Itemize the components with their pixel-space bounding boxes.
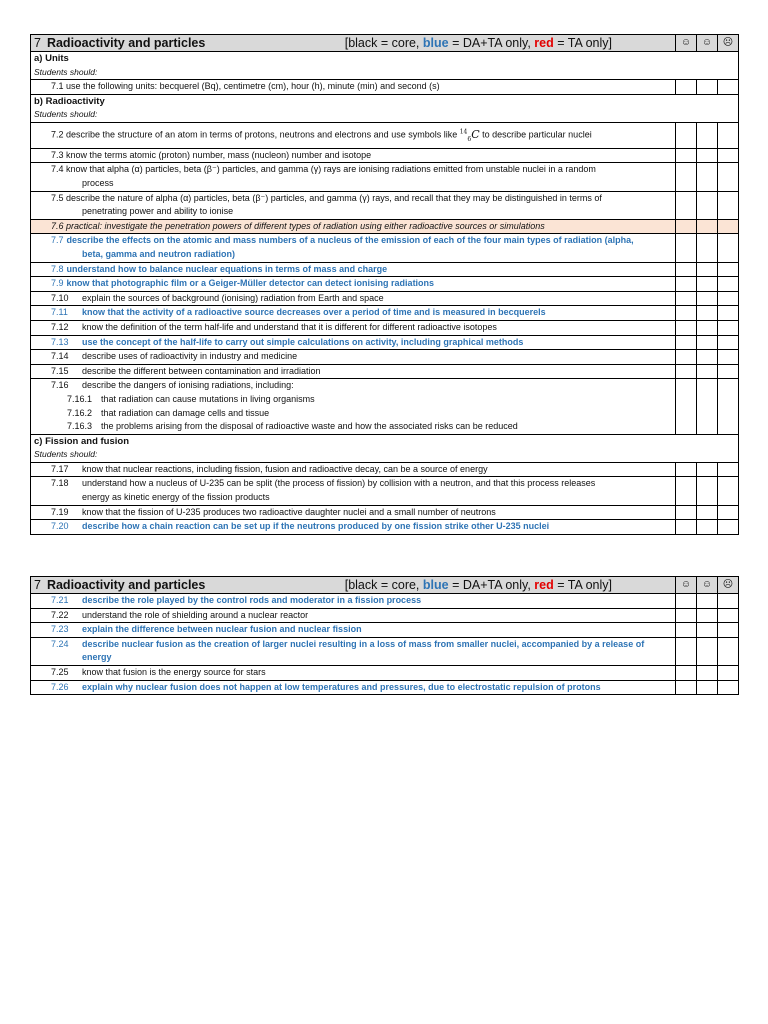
table-row	[31, 148, 739, 163]
checkbox-neutral[interactable]	[697, 80, 718, 95]
checkbox-sad[interactable]	[718, 462, 739, 477]
checkbox-happy[interactable]	[676, 277, 697, 292]
statement-7-4-line1: 7.4 know that alpha (α) particles, beta (β⁻) particles, and gamma (γ) rays are ionising radiations emitted from unstable nuclei in a random	[51, 164, 596, 175]
checkbox-happy[interactable]	[676, 122, 697, 148]
item-number: 7.7	[51, 235, 64, 246]
table-header	[31, 577, 739, 594]
key-blue: blue	[422, 36, 449, 50]
symbol-atomic-number: 6	[467, 135, 472, 143]
key-close: = TA only]	[553, 578, 612, 592]
checkbox-sad[interactable]	[718, 350, 739, 365]
checkbox-happy[interactable]	[676, 80, 697, 95]
table-row	[31, 637, 739, 665]
smiley-happy-icon: ☺	[676, 577, 697, 594]
checkbox-neutral[interactable]	[697, 520, 718, 535]
item-number: 7.22	[51, 609, 69, 620]
checkbox-sad[interactable]	[718, 637, 739, 665]
students-should-label: Students should:	[31, 448, 739, 462]
checkbox-sad[interactable]	[718, 122, 739, 148]
key-red: red	[534, 578, 554, 592]
statement-7-11	[31, 306, 676, 321]
statement-7-3: 7.3 know the terms atomic (proton) number, mass (nucleon) number and isotope	[31, 148, 676, 163]
statement-text: know the definition of the term half-life and understand that it is different for different radioactive isotopes	[82, 321, 497, 332]
table-row	[31, 277, 739, 292]
checkbox-neutral[interactable]	[697, 148, 718, 163]
section-fission-fusion-heading: c) Fission and fusion	[31, 434, 739, 448]
statement-7-1: 7.1 use the following units: becquerel (Bq), centimetre (cm), hour (h), minute (min) and second (s)	[31, 80, 676, 95]
item-number: 7.23	[51, 624, 69, 635]
topic-title: Radioactivity and particles	[46, 36, 206, 50]
header-title-cell	[31, 577, 676, 594]
item-number: 7.26	[51, 681, 69, 692]
table-row	[31, 320, 739, 335]
statement-text: understand the role of shielding around a nuclear reactor	[82, 609, 309, 620]
table-row	[31, 234, 739, 262]
checkbox-happy[interactable]	[676, 262, 697, 277]
checkbox-neutral[interactable]	[697, 191, 718, 219]
item-number: 7.10	[51, 292, 69, 303]
statement-7-17	[31, 462, 676, 477]
key-core: [black = core,	[344, 578, 423, 592]
key-mid: = DA+TA only,	[448, 36, 535, 50]
checkbox-sad[interactable]	[718, 262, 739, 277]
checkbox-neutral[interactable]	[697, 320, 718, 335]
item-number: 7.11	[51, 307, 68, 318]
checkbox-happy[interactable]	[676, 462, 697, 477]
checkbox-happy[interactable]	[676, 520, 697, 535]
table-row	[31, 191, 739, 219]
checkbox-neutral[interactable]	[697, 219, 718, 234]
statement-text: describe how a chain reaction can be set up if the neutrons produced by one fission strike other U-235 nuclei	[82, 521, 550, 532]
statement-text: use the concept of the half-life to carry out simple calculations on activity, including graphical methods	[82, 336, 524, 347]
statement-7-25	[31, 665, 676, 680]
statement-7-5-line1: 7.5 describe the nature of alpha (α) particles, beta (β⁻) particles, and gamma (γ) rays, and recall that they may be distinguished in terms of	[51, 192, 602, 203]
statement-7-21	[31, 594, 676, 609]
smiley-neutral-icon: ☺	[697, 577, 718, 594]
checkbox-happy[interactable]	[676, 379, 697, 434]
table-row	[31, 608, 739, 623]
statement-7-4	[31, 163, 676, 191]
checkbox-happy[interactable]	[676, 608, 697, 623]
statement-7-6-practical: 7.6 practical: investigate the penetration powers of different types of radiation using either radioactive sources or simulations	[31, 219, 676, 234]
students-should-label: Students should:	[31, 66, 739, 80]
key-blue: blue	[422, 578, 449, 592]
checkbox-sad[interactable]	[718, 219, 739, 234]
checklist-table-2	[30, 576, 739, 695]
item-number: 7.12	[51, 321, 69, 332]
item-number: 7.14	[51, 351, 69, 362]
statement-7-2	[31, 122, 676, 148]
statement-text: know that the fission of U-235 produces two radioactive daughter nuclei and a small number of neutrons	[82, 506, 496, 517]
checkbox-neutral[interactable]	[697, 262, 718, 277]
statement-text: know that nuclear reactions, including fission, fusion and radioactive decay, can be a source of energy	[82, 463, 488, 474]
smiley-neutral-icon: ☺	[697, 35, 718, 52]
table-row-practical	[31, 219, 739, 234]
statement-text: explain the difference between nuclear fusion and nuclear fission	[82, 624, 362, 635]
checkbox-happy[interactable]	[676, 665, 697, 680]
key-close: = TA only]	[553, 36, 612, 50]
item-number: 7.16	[51, 380, 69, 391]
statement-text: describe the role played by the control rods and moderator in a fission process	[82, 595, 422, 605]
key-core: [black = core,	[344, 36, 423, 50]
checkbox-happy[interactable]	[676, 350, 697, 365]
statement-7-7-line2: beta, gamma and neutron radiation)	[82, 248, 236, 259]
checkbox-sad[interactable]	[718, 306, 739, 321]
section-heading	[31, 94, 739, 108]
checkbox-neutral[interactable]	[697, 306, 718, 321]
statement-7-16-2: that radiation can damage cells and tissue	[101, 407, 270, 418]
section-subheading	[31, 108, 739, 122]
checklist-table-1	[30, 34, 739, 535]
checkbox-happy[interactable]	[676, 191, 697, 219]
checkbox-happy[interactable]	[676, 219, 697, 234]
item-number: 7.15	[51, 365, 69, 376]
item-number: 7.25	[51, 666, 69, 677]
item-number: 7.19	[51, 506, 69, 517]
checkbox-sad[interactable]	[718, 665, 739, 680]
statement-7-8	[31, 262, 676, 277]
statement-7-5	[31, 191, 676, 219]
key-red: red	[534, 36, 554, 50]
topic-title: Radioactivity and particles	[46, 578, 206, 592]
table-row	[31, 520, 739, 535]
header-title-cell	[31, 35, 676, 52]
checkbox-neutral[interactable]	[697, 665, 718, 680]
checkbox-happy[interactable]	[676, 364, 697, 379]
item-number: 7.13	[51, 336, 69, 347]
statement-7-13	[31, 335, 676, 350]
item-number: 7.16.3	[67, 421, 93, 432]
carbon-14-symbol	[460, 128, 480, 141]
checkbox-sad[interactable]	[718, 148, 739, 163]
checkbox-neutral[interactable]	[697, 163, 718, 191]
checkbox-neutral[interactable]	[697, 623, 718, 638]
checkbox-happy[interactable]	[676, 680, 697, 695]
colour-key	[345, 577, 612, 593]
checkbox-neutral[interactable]	[697, 379, 718, 434]
statement-text: know that the activity of a radioactive source decreases over a period of time and is measured in becquerels	[82, 307, 546, 318]
statement-7-16-3: the problems arising from the disposal of radioactive waste and how the associated risks can be reduced	[101, 421, 518, 432]
checkbox-happy[interactable]	[676, 148, 697, 163]
topic-number: 7	[34, 578, 41, 592]
table-row	[31, 665, 739, 680]
item-number: 7.16.1	[67, 393, 93, 404]
checkbox-neutral[interactable]	[697, 122, 718, 148]
checkbox-sad[interactable]	[718, 477, 739, 505]
checkbox-happy[interactable]	[676, 637, 697, 665]
smiley-happy-icon: ☺	[676, 35, 697, 52]
checkbox-sad[interactable]	[718, 623, 739, 638]
symbol-mass-number: 14	[459, 127, 468, 135]
table-row	[31, 306, 739, 321]
checkbox-sad[interactable]	[718, 594, 739, 609]
key-mid: = DA+TA only,	[448, 578, 535, 592]
checkbox-sad[interactable]	[718, 277, 739, 292]
table-row	[31, 350, 739, 365]
statement-text: know that photographic film or a Geiger-Müller detector can detect ionising radiations	[66, 278, 435, 289]
checkbox-happy[interactable]	[676, 594, 697, 609]
checkbox-sad[interactable]	[718, 680, 739, 695]
statement-7-15	[31, 364, 676, 379]
statement-7-9	[31, 277, 676, 292]
section-subheading	[31, 448, 739, 462]
checkbox-happy[interactable]	[676, 320, 697, 335]
statement-text: understand how to balance nuclear equations in terms of mass and charge	[66, 263, 388, 274]
table-header	[31, 35, 739, 52]
item-number: 7.20	[51, 521, 69, 532]
statement-text: describe the different between contamination and irradiation	[82, 365, 321, 376]
symbol-letter: C	[471, 127, 480, 141]
checkbox-sad[interactable]	[718, 320, 739, 335]
statement-7-19	[31, 505, 676, 520]
checkbox-neutral[interactable]	[697, 364, 718, 379]
statement-7-10	[31, 291, 676, 306]
colour-key	[345, 35, 612, 51]
checkbox-neutral[interactable]	[697, 637, 718, 665]
topic-number: 7	[34, 36, 41, 50]
table-row	[31, 335, 739, 350]
item-number: 7.8	[51, 263, 64, 274]
statement-7-20	[31, 520, 676, 535]
table-row	[31, 262, 739, 277]
table-row	[31, 364, 739, 379]
statement-7-24	[31, 637, 676, 665]
checkbox-neutral[interactable]	[697, 608, 718, 623]
checkbox-happy[interactable]	[676, 306, 697, 321]
statement-7-2-tail: to describe particular nuclei	[482, 129, 592, 140]
section-heading	[31, 434, 739, 448]
statement-7-5-line2: penetrating power and ability to ionise	[82, 206, 234, 217]
checkbox-sad[interactable]	[718, 364, 739, 379]
table-row	[31, 505, 739, 520]
checkbox-sad[interactable]	[718, 379, 739, 434]
section-radioactivity-heading: b) Radioactivity	[31, 94, 739, 108]
statement-7-7-line1: describe the effects on the atomic and mass numbers of a nucleus of the emission of each of the four main types of radiation (alpha,	[66, 235, 634, 246]
statement-7-4-line2: process	[82, 178, 114, 188]
table-row	[31, 122, 739, 148]
statement-7-16-1: that radiation can cause mutations in living organisms	[101, 393, 315, 404]
section-subheading	[31, 66, 739, 80]
item-number: 7.18	[51, 478, 69, 489]
table-row	[31, 623, 739, 638]
statement-text: explain why nuclear fusion does not happen at low temperatures and pressures, due to electrostatic repulsion of protons	[82, 681, 601, 692]
table-row	[31, 379, 739, 434]
checkbox-neutral[interactable]	[697, 680, 718, 695]
item-number: 7.16.2	[67, 407, 93, 418]
checkbox-sad[interactable]	[718, 80, 739, 95]
checkbox-sad[interactable]	[718, 520, 739, 535]
statement-text: describe uses of radioactivity in industry and medicine	[82, 351, 298, 362]
statement-7-24-line1: describe nuclear fusion as the creation of larger nuclei resulting in a loss of mass from smaller nuclei, accompanied by a release of	[82, 638, 645, 649]
checkbox-sad[interactable]	[718, 505, 739, 520]
checkbox-neutral[interactable]	[697, 594, 718, 609]
checkbox-neutral[interactable]	[697, 291, 718, 306]
checkbox-happy[interactable]	[676, 234, 697, 262]
checkbox-sad[interactable]	[718, 191, 739, 219]
checkbox-happy[interactable]	[676, 335, 697, 350]
table-row	[31, 163, 739, 191]
item-number: 7.9	[51, 278, 64, 289]
checkbox-neutral[interactable]	[697, 277, 718, 292]
checkbox-happy[interactable]	[676, 505, 697, 520]
statement-7-18-line2: energy as kinetic energy of the fission products	[82, 492, 270, 503]
checkbox-neutral[interactable]	[697, 505, 718, 520]
checkbox-happy[interactable]	[676, 477, 697, 505]
students-should-label: Students should:	[31, 108, 739, 122]
table-row	[31, 462, 739, 477]
statement-7-14	[31, 350, 676, 365]
item-number: 7.17	[51, 463, 69, 474]
checkbox-neutral[interactable]	[697, 350, 718, 365]
statement-text: describe the dangers of ionising radiations, including:	[82, 380, 294, 391]
statement-7-18	[31, 477, 676, 505]
statement-7-16	[31, 379, 676, 434]
table-row	[31, 477, 739, 505]
checkbox-sad[interactable]	[718, 234, 739, 262]
checkbox-happy[interactable]	[676, 623, 697, 638]
table-row	[31, 291, 739, 306]
statement-text: know that fusion is the energy source for stars	[82, 666, 266, 677]
statement-7-12	[31, 320, 676, 335]
checkbox-sad[interactable]	[718, 608, 739, 623]
checkbox-neutral[interactable]	[697, 462, 718, 477]
statement-7-2-text: 7.2 describe the structure of an atom in terms of protons, neutrons and electrons and use symbols like	[51, 129, 458, 140]
checkbox-happy[interactable]	[676, 163, 697, 191]
item-number: 7.21	[51, 595, 69, 605]
checkbox-sad[interactable]	[718, 163, 739, 191]
item-number: 7.24	[51, 638, 69, 649]
table-row	[31, 594, 739, 609]
checkbox-neutral[interactable]	[697, 335, 718, 350]
statement-7-7	[31, 234, 676, 262]
statement-7-23	[31, 623, 676, 638]
checkbox-neutral[interactable]	[697, 234, 718, 262]
checkbox-sad[interactable]	[718, 335, 739, 350]
checkbox-neutral[interactable]	[697, 477, 718, 505]
table-row	[31, 680, 739, 695]
smiley-sad-icon: ☹	[718, 577, 739, 594]
statement-7-22	[31, 608, 676, 623]
statement-7-24-line2: energy	[82, 652, 112, 663]
statement-text: explain the sources of background (ionising) radiation from Earth and space	[82, 292, 384, 303]
checkbox-sad[interactable]	[718, 291, 739, 306]
statement-7-18-line1: understand how a nucleus of U-235 can be split (the process of fission) by collision with a neutron, and that this process releases	[82, 478, 596, 489]
section-heading	[31, 52, 739, 66]
section-units-heading: a) Units	[31, 52, 739, 66]
checkbox-happy[interactable]	[676, 291, 697, 306]
table-row	[31, 80, 739, 95]
statement-7-26	[31, 680, 676, 695]
smiley-sad-icon: ☹	[718, 35, 739, 52]
